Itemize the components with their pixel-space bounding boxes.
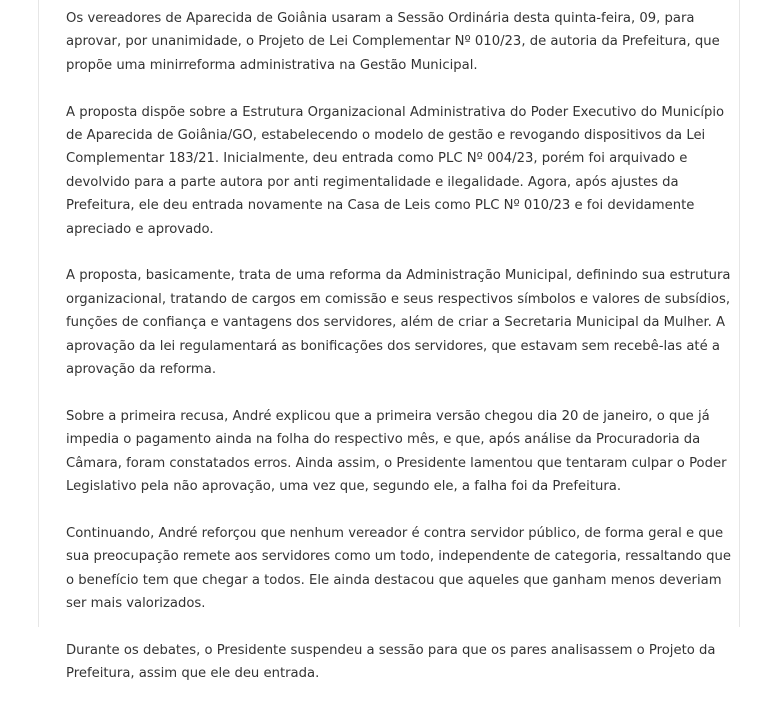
article-container bbox=[38, 0, 740, 682]
article-paragraph-1: Os vereadores de Aparecida de Goiânia usaram a Sessão Ordinária desta quinta-feira, 09, para aprovar, por unanimidade, o Projeto de Lei Complementar Nº 010/23, de autoria da Prefeitura, que propõe uma minirreforma administrativa na Gestão Municipal. bbox=[66, 11, 720, 73]
article-paragraph-4: Sobre a primeira recusa, André explicou que a primeira versão chegou dia 20 de janeiro, o que já impedia o pagamento ainda na folha do respectivo mês, e que, após análise da Procuradoria da Câmara, foram constatados erros. Ainda assim, o Presidente lamentou que tentaram culpar o Poder Legislativo pela não aprovação, uma vez que, segundo ele, a falha foi da Prefeitura. bbox=[66, 408, 727, 495]
article-paragraph-5: Continuando, André reforçou que nenhum vereador é contra servidor público, de forma geral e que sua preocupação remete aos servidores como um todo, independente de categoria, ressaltando que o benefício tem que chegar a todos. Ele ainda destacou que aqueles que ganham menos deveriam ser mais valorizados. bbox=[66, 525, 732, 612]
article-paragraph-3: A proposta, basicamente, trata de uma reforma da Administração Municipal, definindo sua estrutura organizacional, tratando de cargos em comissão e seus respectivos símbolos e valores de subsídios, funções de confiança e vantagens dos servidores, além de criar a Secretaria Municipal da Mulher. A aprovação da lei regulamentará as bonificações dos servidores, que estavam sem recebê-las até a aprovação da reforma. bbox=[66, 268, 731, 378]
article-body bbox=[66, 7, 734, 709]
article-paragraph-2: A proposta dispõe sobre a Estrutura Organizacional Administrativa do Poder Executivo do Município de Aparecida de Goiânia/GO, estabelecendo o modelo de gestão e revogando dispositivos da Lei Complementar 183/21. Inicialmente, deu entrada como PLC Nº 004/23, porém foi arquivado e devolvido para a parte autora por anti regimentalidade e ilegalidade. Agora, após ajustes da Prefeitura, ele deu entrada novamente na Casa de Leis como PLC Nº 010/23 e foi devidamente apreciado e aprovado. bbox=[66, 104, 725, 237]
article-paragraph-6: Durante os debates, o Presidente suspendeu a sessão para que os pares analisassem o Projeto da Prefeitura, assim que ele deu entrada. bbox=[66, 642, 716, 682]
